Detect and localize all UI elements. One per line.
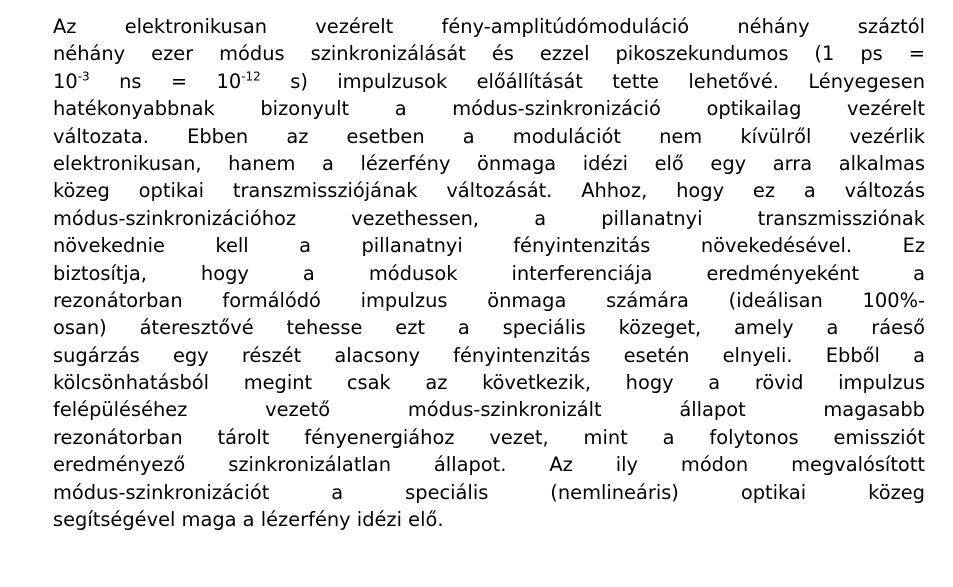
text-line: hatékonyabbnak bizonyult a módus-szinkronizáció optikailag vezérelt bbox=[53, 97, 925, 121]
text-segment: s) impulzusok előállítását tette lehetővé. Lényegesen bbox=[260, 69, 925, 93]
text-segment: 10 bbox=[53, 69, 78, 93]
text-line: módus-szinkronizációt a speciális (nemlineáris) optikai közeg bbox=[53, 480, 925, 504]
text-line: rezonátorban tárolt fényenergiához vezet, mint a folytonos emissziót bbox=[53, 425, 925, 449]
text-line-with-exponents bbox=[53, 68, 925, 95]
document-page bbox=[53, 13, 925, 533]
text-line: sugárzás egy részét alacsony fényintenzitás esetén elnyeli. Ebből a bbox=[53, 343, 925, 367]
text-line: rezonátorban formálódó impulzus önmaga számára (ideálisan 100%- bbox=[53, 288, 925, 312]
text-segment: ns = 10 bbox=[89, 69, 242, 93]
text-line: változata. Ebben az esetben a modulációt nem kívülről vezérlik bbox=[53, 124, 925, 148]
text-line: kölcsönhatásból megint csak az következik, hogy a rövid impulzus bbox=[53, 371, 925, 395]
text-line: közeg optikai transzmissziójának változását. Ahhoz, hogy ez a változás bbox=[53, 179, 925, 203]
text-line: növekednie kell a pillanatnyi fényintenzitás növekedésével. Ez bbox=[53, 234, 925, 258]
text-line: felépüléséhez vezető módus-szinkronizált állapot magasabb bbox=[53, 398, 925, 422]
text-line: elektronikusan, hanem a lézerfény önmaga idézi elő egy arra alkalmas bbox=[53, 151, 925, 175]
text-line: biztosítja, hogy a módusok interferenciája eredményeként a bbox=[53, 261, 925, 285]
text-line: eredményező szinkronizálatlan állapot. Az ily módon megvalósított bbox=[53, 453, 925, 477]
text-line: módus-szinkronizációhoz vezethessen, a pillanatnyi transzmissziónak bbox=[53, 206, 925, 230]
text-line: osan) áteresztővé tehesse ezt a speciális közeget, amely a ráeső bbox=[53, 316, 925, 340]
superscript-exponent: -3 bbox=[77, 69, 90, 84]
body-paragraph bbox=[53, 13, 925, 533]
text-line: Az elektronikusan vezérelt fény-amplitúdómoduláció néhány száztól bbox=[53, 15, 925, 38]
superscript-exponent: -12 bbox=[241, 69, 261, 84]
text-line: néhány ezer módus szinkronizálását és ezzel pikoszekundumos (1 ps = bbox=[53, 42, 925, 66]
text-line-final: segítségével maga a lézerfény idézi elő. bbox=[53, 508, 444, 532]
